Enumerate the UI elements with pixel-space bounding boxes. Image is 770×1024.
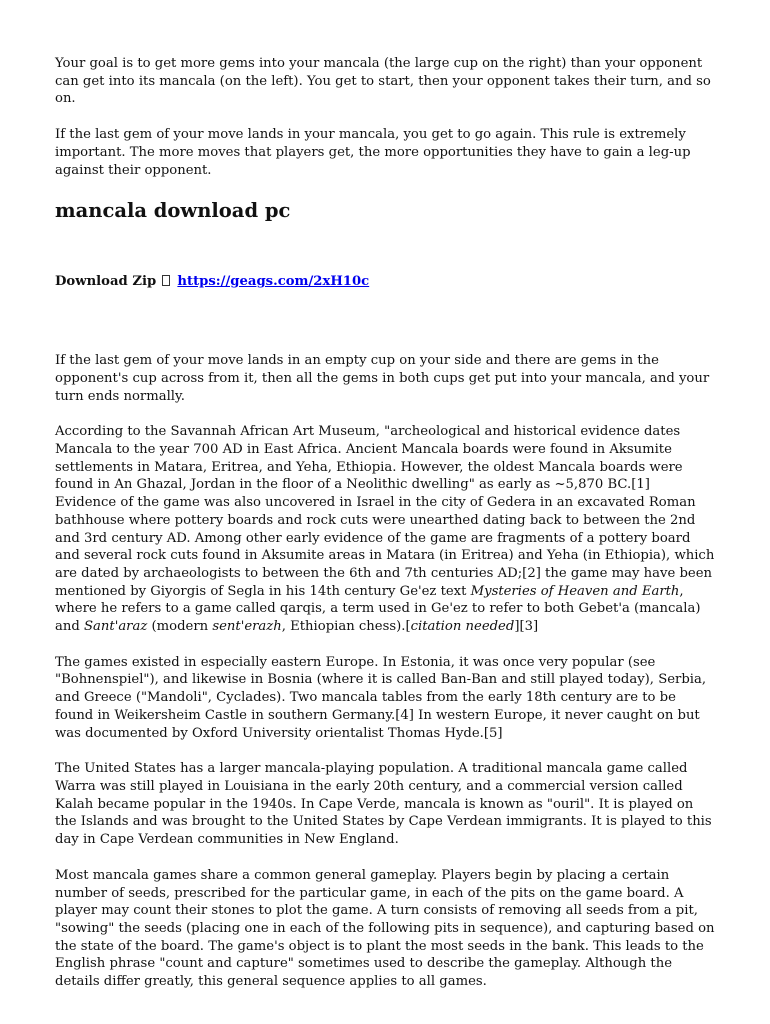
paragraph-gameplay: Most mancala games share a common general gameplay. Players begin by placing a certain number of seeds, prescribed for the particular game, in each of the pits on the game board. A player may count their stones to plot the game. A turn consists of removing all seeds from a pit, "sowing" the seeds (placing one in each of the following pits in sequence), and capturing based on the state of the board. The game's object is to plant the most seeds in the bank. This leads to the English phrase "count and capture" sometimes used to describe the gameplay. Although the details differ greatly, this general sequence applies to all games. [55,867,715,990]
paragraph-goal: Your goal is to get more gems into your mancala (the large cup on the right) than your opponent can get into its mancala (on the left). You get to start, then your opponent takes their turn, and so on. [55,56,711,107]
download-line [55,273,715,290]
paragraph-extra-turn: If the last gem of your move lands in your mancala, you get to go again. This rule is extremely important. The more moves that players get, the more opportunities they have to gain a leg-up against their opponent. [55,127,691,178]
paragraph-history: According to the Savannah African Art Museum, "archeological and historical evidence dates Mancala to the year 700 AD in East Africa. Ancient Mancala boards were found in Aksumite settlements in Matara, Eritrea, and Yeha, Ethiopia. However, the oldest Mancala boards were found in An Ghazal, Jordan in the floor of a Neolithic dwelling" as early as ~5,870 BC.[1] Evidence of the game was also uncovered in Israel in the city of Gedera in an excavated Roman bathhouse where pottery boards and rock cuts were unearthed dating back to between the 2nd and 3rd century AD. Among other early evidence of the game are fragments of a pottery board and several rock cuts found in Aksumite areas in Matara (in Eritrea) and Yeha (in Ethiopia), which are dated by archaeologists to between the 6th and 7th centuries AD;[2] the game may have been mentioned by Giyorgis of Segla in his 14th century Ge'ez text Mysteries of Heaven and Earth, where he refers to a game called qarqis, a term used in Ge'ez to refer to both Gebet'a (mancala) and Sant'araz (modern sent'erazh, Ethiopian chess).[citation needed][3] [55,424,715,635]
download-label: Download Zip [55,274,157,290]
missing-glyph-icon [162,275,170,286]
paragraph-united-states: The United States has a larger mancala-playing population. A traditional mancala game called Warra was still played in Louisiana in the early 20th century, and a commercial version called Kalah became popular in the 1940s. In Cape Verde, mancala is known as "ouril". It is played on the Islands and was brought to the United States by Cape Verdean immigrants. It is played to this day in Cape Verdean communities in New England. [55,761,712,848]
download-link[interactable]: https://geags.com/2xH10c [177,274,370,290]
page-heading: mancala download pc [55,199,291,223]
paragraph-capture-rule: If the last gem of your move lands in an empty cup on your side and there are gems in the opponent's cup across from it, then all the gems in both cups get put into your mancala, and your turn ends normally. [55,353,710,404]
paragraph-europe: The games existed in especially eastern Europe. In Estonia, it was once very popular (see "Bohnenspiel"), and likewise in Bosnia (where it is called Ban-Ban and still played today), Serbia, and Greece ("Mandoli", Cyclades). Two mancala tables from the early 18th century are to be found in Weikersheim Castle in southern Germany.[4] In western Europe, it never caught on but was documented by Oxford University orientalist Thomas Hyde.[5] [55,654,707,741]
